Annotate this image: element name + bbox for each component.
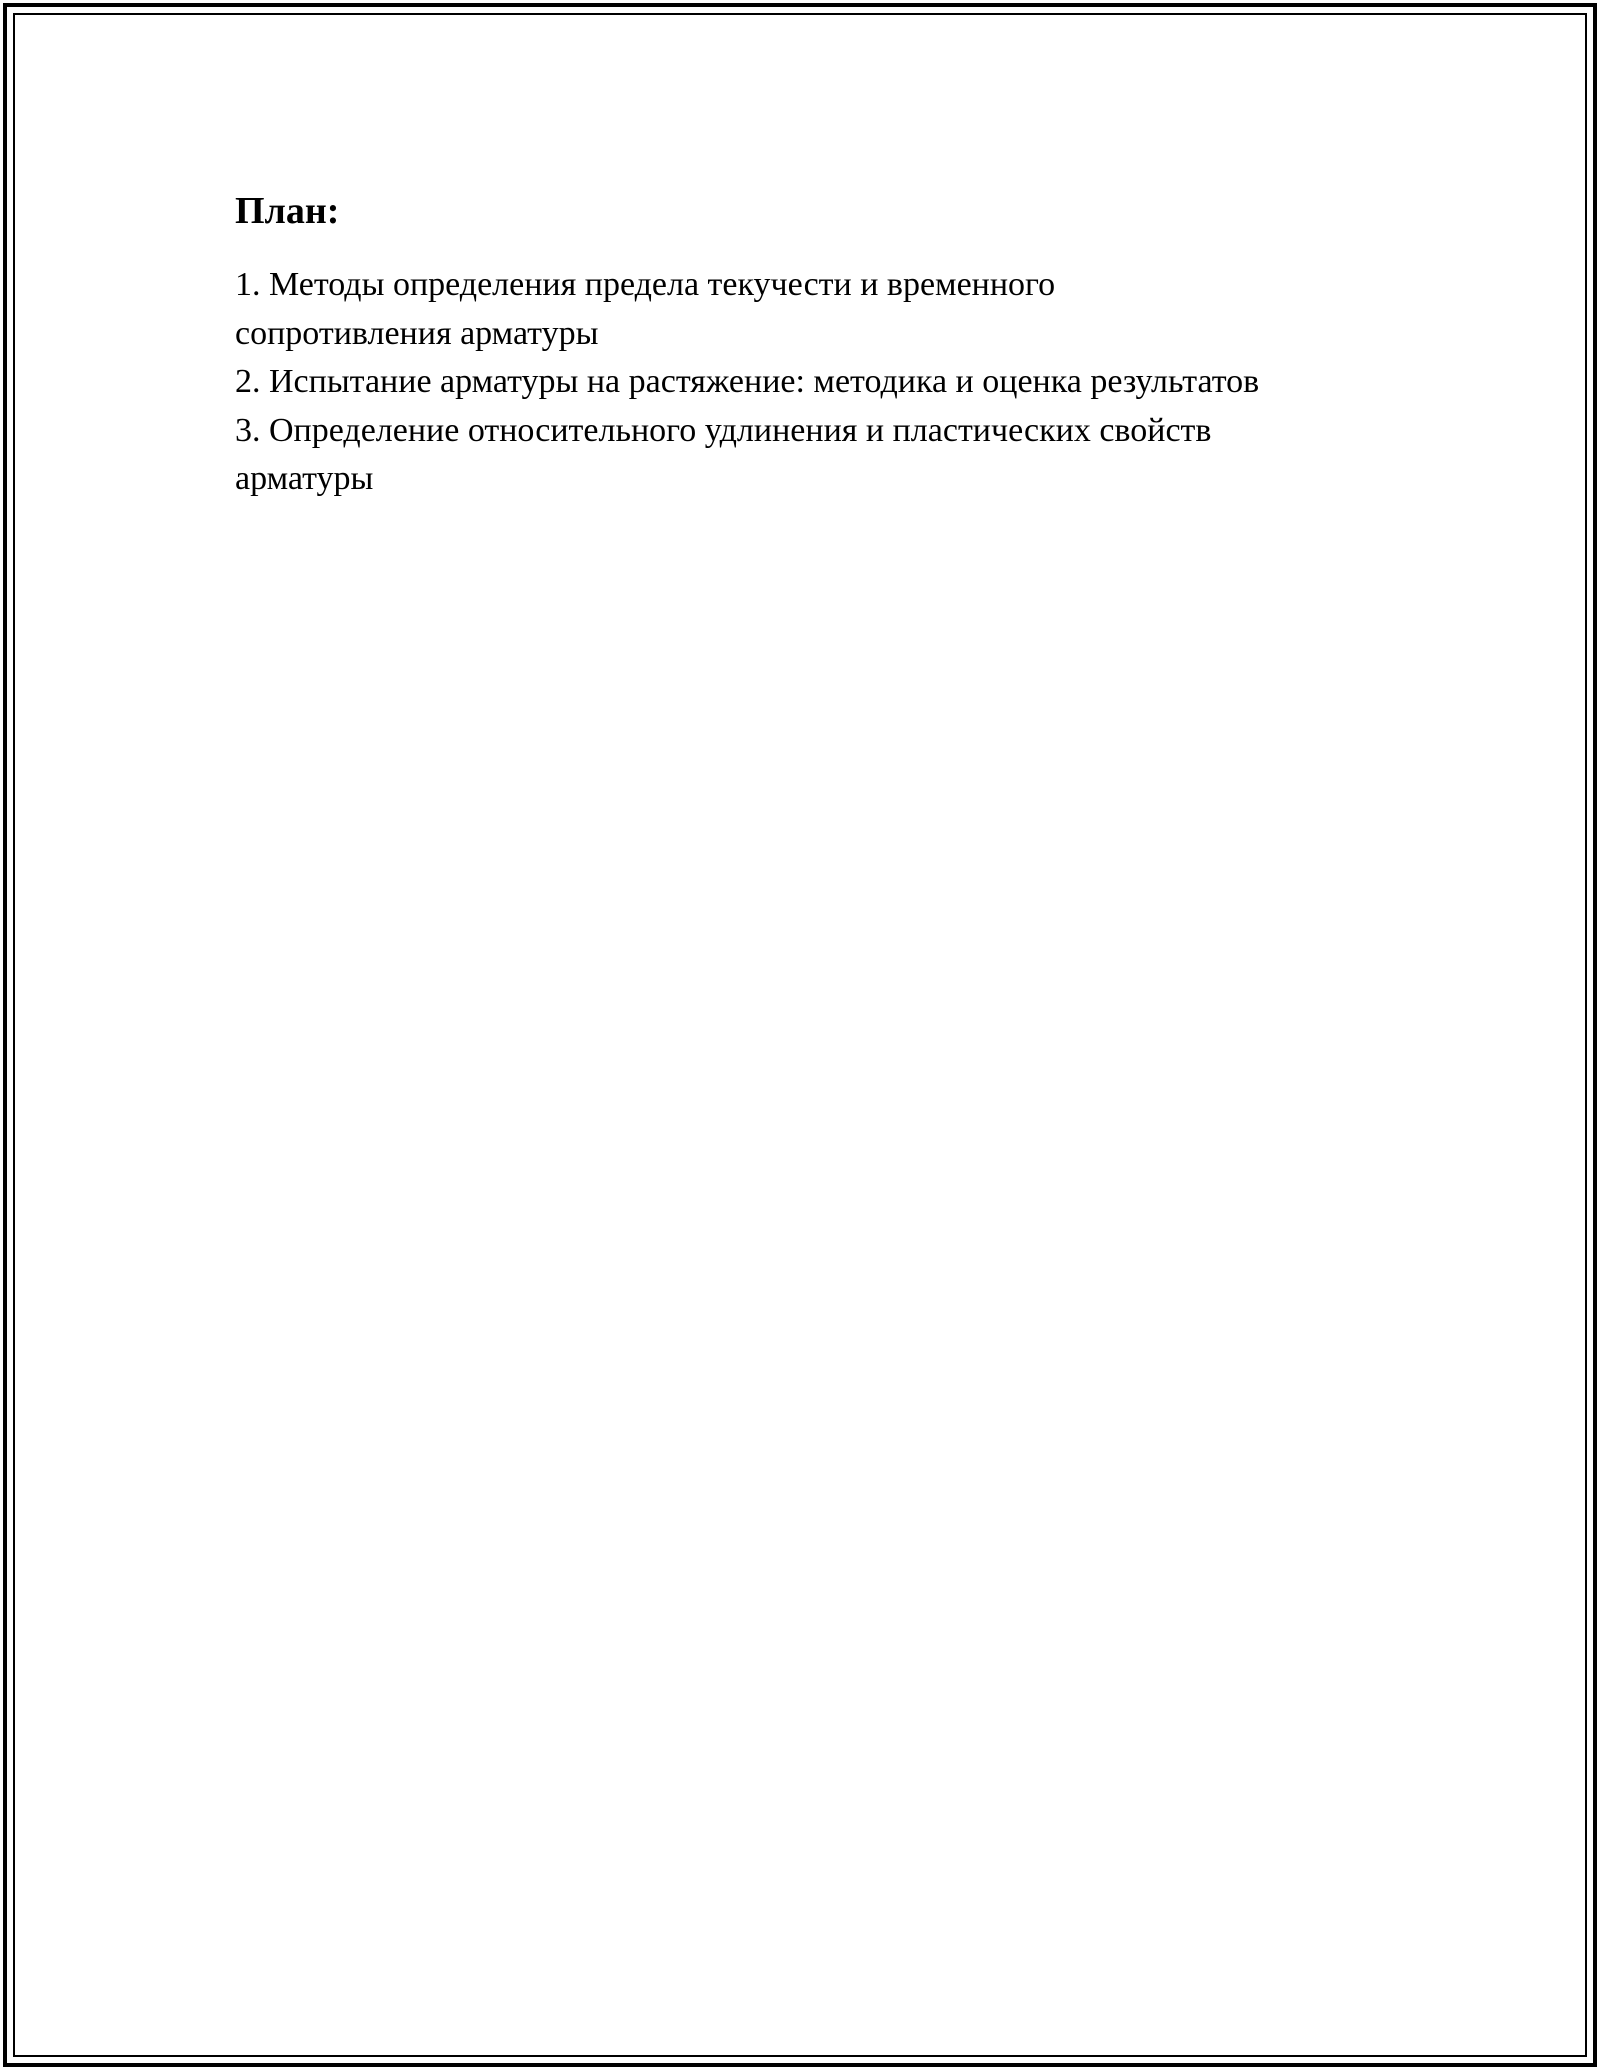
plan-list: [235, 261, 1385, 504]
plan-item-3: 3. Определение относительного удлинения и пластических свойств арматуры: [235, 411, 1212, 497]
plan-item-1: 1. Методы определения предела текучести и временного сопротивления арматуры: [235, 266, 1056, 352]
plan-section: [235, 185, 1385, 504]
plan-heading: План:: [235, 190, 340, 232]
plan-item-2: 2. Испытание арматуры на растяжение: методика и оценка результатов: [235, 363, 1260, 400]
